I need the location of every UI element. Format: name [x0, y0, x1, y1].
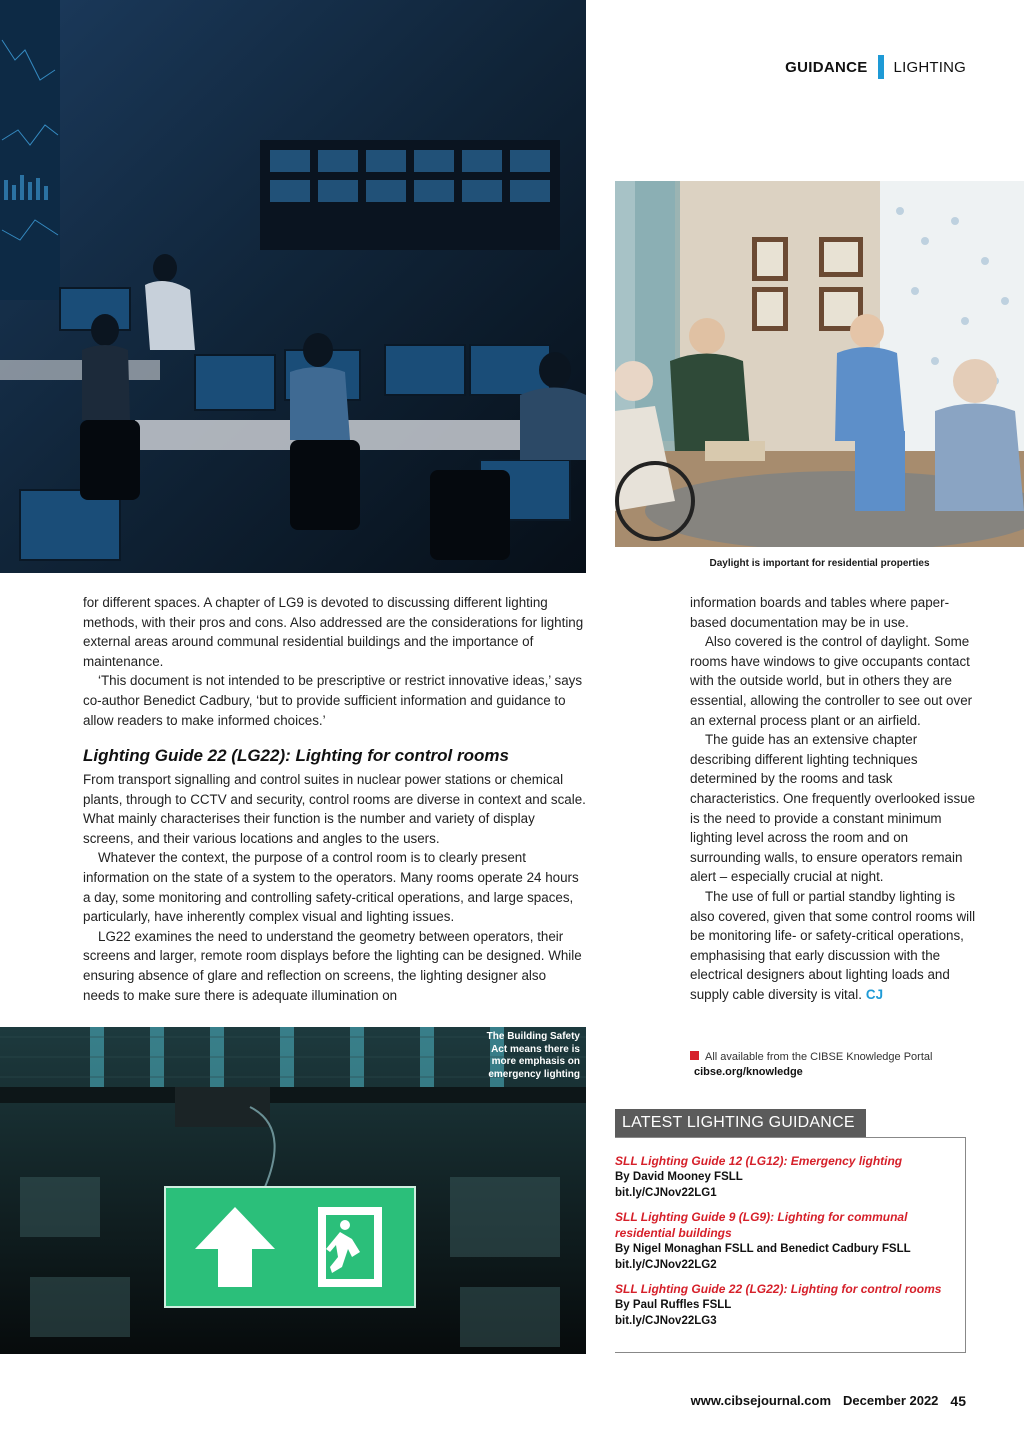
body-paragraph: The guide has an extensive chapter describing different lighting techniques determined by the rooms and task characteristics. One frequently overlooked issue is the need to provide a constant minimum lighting level across the room and on surrounding walls, to ensure operators remain alert – especially crucial at night.: [690, 732, 976, 885]
lg22-subheading: Lighting Guide 22 (LG22): Lighting for control rooms: [83, 746, 509, 765]
body-paragraph: [690, 887, 976, 1005]
end-mark: CJ: [865, 986, 884, 1002]
note-text: All available from the CIBSE Knowledge Portal: [705, 1051, 933, 1063]
guidance-title: SLL Lighting Guide 12 (LG12): Emergency lighting: [615, 1154, 903, 1168]
care-home-caption: Daylight is important for residential properties: [709, 558, 930, 569]
red-square-bullet: [690, 1051, 699, 1060]
section-header: [785, 55, 966, 79]
body-paragraph: Also covered is the control of daylight. Some rooms have windows to give occupants contact with the outside world, but in others they are essential, allowing the controller to see out over an external process plant or an airfield.: [690, 634, 973, 728]
latest-guidance-heading: LATEST LIGHTING GUIDANCE: [615, 1109, 866, 1137]
body-paragraph: Whatever the context, the purpose of a control room is to clearly present information on the state of a system to the operators. Many rooms operate 24 hours a day, some monitoring and controlling safety-critical operations, and large spaces, particularly, have inherently complex visual and lighting issues.: [83, 850, 579, 925]
guidance-title: SLL Lighting Guide 9 (LG9): Lighting for communal residential buildings: [615, 1210, 908, 1240]
body-paragraph: information boards and tables where paper-based documentation may be in use.: [690, 595, 950, 630]
page-footer: [691, 1393, 966, 1409]
left-column-bottom: [83, 770, 586, 1005]
final-paragraph-text: The use of full or partial standby lighting is also covered, given that some control rooms will be monitoring life- or safety-critical operations, emphasising that early discussion with the electrical designers about lighting loads and supply cable diversity is vital.: [690, 888, 976, 1002]
guidance-author: By Nigel Monaghan FSLL and Benedict Cadbury FSLL: [615, 1243, 911, 1255]
guidance-item: [615, 1209, 960, 1273]
body-paragraph: for different spaces. A chapter of LG9 is devoted to discussing different lighting methods, with their pros and cons. Also addressed are the considerations for lighting external areas around communal residential buildings and the importance of maintenance.: [83, 595, 584, 669]
body-paragraph: ‘This document is not intended to be prescriptive or restrict innovative ideas,’ says co-author Benedict Cadbury, ‘but to provide sufficient information and guidance to allow readers to make informed choices.’: [83, 673, 583, 728]
footer-url[interactable]: www.cibsejournal.com: [690, 1393, 832, 1408]
guidance-author: By David Mooney FSLL: [615, 1171, 743, 1183]
body-paragraph: LG22 examines the need to understand the geometry between operators, their screens and larger, remote room displays before the lighting can be designed. While ensuring absence of glare and reflection on screens, the lighting designer also needs to make sure there is adequate illumination on: [83, 928, 582, 1003]
latest-guidance-list: [615, 1153, 960, 1337]
right-column: [690, 593, 976, 1004]
care-home-photo: [615, 181, 1024, 547]
control-room-photo: [0, 0, 586, 573]
topic-label: LIGHTING: [893, 58, 966, 76]
guidance-title: SLL Lighting Guide 22 (LG22): Lighting for control rooms: [615, 1282, 942, 1296]
guidance-link[interactable]: bit.ly/CJNov22LG2: [615, 1259, 717, 1271]
left-column-top: [83, 593, 586, 730]
guidance-item: [615, 1281, 960, 1329]
knowledge-portal-link[interactable]: cibse.org/knowledge: [694, 1066, 803, 1078]
guidance-link[interactable]: bit.ly/CJNov22LG3: [615, 1315, 717, 1327]
guidance-item: [615, 1153, 960, 1201]
exit-sign-caption: The Building Safety Act means there is more emphasis on emergency lighting: [486, 1031, 580, 1080]
section-label: GUIDANCE: [785, 58, 868, 76]
footer-date: December 2022: [843, 1393, 939, 1408]
page-number: 45: [950, 1393, 966, 1409]
body-paragraph: From transport signalling and control suites in nuclear power stations or chemical plants, through to CCTV and security, control rooms are diverse in context and scale. What mainly characterises their function is the number and variety of display screens, and their various locations and angles to the users.: [83, 772, 586, 846]
knowledge-portal-note: [690, 1050, 980, 1080]
header-divider-bar: [878, 55, 884, 79]
guidance-author: By Paul Ruffles FSLL: [615, 1299, 732, 1311]
guidance-link[interactable]: bit.ly/CJNov22LG1: [615, 1187, 717, 1199]
